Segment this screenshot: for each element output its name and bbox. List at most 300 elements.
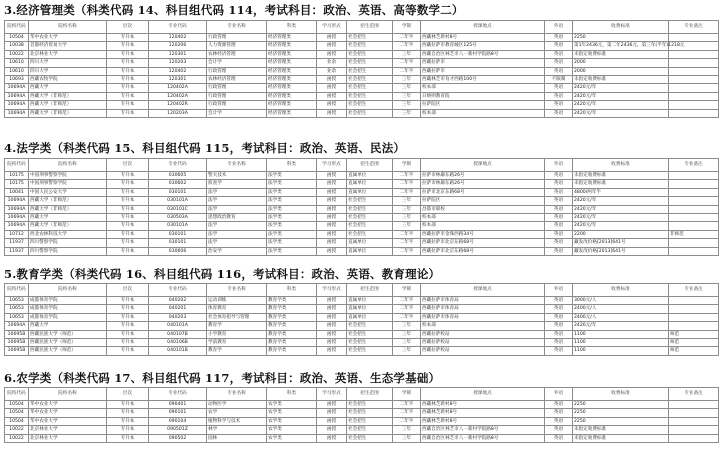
table-cell: 030101 [149,239,207,247]
table-cell: 专升本 [107,338,149,346]
table-cell: 华中农业大学 [29,417,107,425]
table-cell: 专升本 [107,247,149,255]
table-cell: 函授 [317,180,347,188]
table-cell [669,247,719,255]
column-header: 层次 [107,284,149,297]
table-cell [669,426,719,434]
table-cell: 2420元/年 [573,109,669,117]
table-cell: 专升本 [107,42,149,50]
table-row [5,417,719,425]
table-cell: 2000 [573,67,669,75]
table-cell: 经济管理类 [267,34,317,42]
table-cell: 英语 [545,297,573,305]
table-cell [669,180,719,188]
table-cell: 社会招生 [347,59,393,67]
table-cell: 090101 [149,409,207,417]
table-cell: 社会招生 [347,417,393,425]
table-cell: 成都体育学院 [29,305,107,313]
table-cell: 英语 [545,92,573,100]
table-row [5,101,719,109]
table-cell: 专升本 [107,59,149,67]
table-cell: 英语 [545,180,573,188]
table-cell: 三年 [393,92,421,100]
column-header: 收费标准 [573,388,669,401]
table-row [5,205,719,213]
table-cell [669,401,719,409]
table-cell: 藏发改价格[2013]641号 [573,239,669,247]
table-cell: 1100 [573,330,669,338]
table-cell: 函授 [317,239,347,247]
table-cell: 西藏拉萨市北京东路68号 [421,239,545,247]
table-cell: 函授 [317,347,347,355]
table-row [5,239,719,247]
column-header: 专业代码 [149,284,207,297]
table-cell: 函授 [317,197,347,205]
column-header: 院校名称 [29,21,107,34]
table-cell: 10041 [5,188,29,196]
table-cell: 专升本 [107,180,149,188]
table-cell: 警犬技术 [207,172,267,180]
table-cell: 师范 [669,338,719,346]
table-cell: 西藏林芝市育才西路100号 [421,75,545,83]
table-cell: 经济管理类 [267,84,317,92]
table-cell: 4800/两年半 [573,188,669,196]
table-cell: 函授 [317,42,347,50]
section-title-agriculture: 6.农学类（科类代码 17、科目组代码 117，考试科目：政治、英语、生态学基础） [4,371,441,385]
table-cell [669,205,719,213]
table-cell: 英语 [545,59,573,67]
table-cell: 校本部 [421,109,545,117]
column-header: 院校代码 [5,388,29,401]
table-cell: 三年 [393,205,421,213]
table-cell: 函授 [317,401,347,409]
table-cell: 直属单位 [347,188,393,196]
table-row [5,222,719,230]
table-cell [669,305,719,313]
table-row [5,247,719,255]
table-cell: 西藏大学（非师范） [29,109,107,117]
table-cell: 西藏大学（非师范） [29,92,107,100]
table-cell: 030602 [149,180,207,188]
table-cell: 法学类 [267,247,317,255]
table-cell: 西藏民族大学（师范） [29,330,107,338]
table-cell: 030101C [149,205,207,213]
column-header: 学制 [393,284,421,297]
table-cell: 120203A [149,109,207,117]
table-cell: 2200 [573,230,669,238]
column-header: 院校名称 [29,159,107,172]
table-cell: 120402 [149,34,207,42]
table-cell: 西藏大学（非师范） [29,197,107,205]
table-cell: 专升本 [107,297,149,305]
table-cell: 专升本 [107,92,149,100]
column-header: 收费标准 [573,21,669,34]
table-cell: 专升本 [107,230,149,238]
table-cell: 英语 [545,50,573,58]
table-cell [669,213,719,221]
table-cell: 三年 [393,50,421,58]
table-cell: 英语 [545,42,573,50]
column-header: 院校代码 [5,284,29,297]
table-cell: 120301 [149,75,207,83]
column-header: 外语 [545,284,573,297]
table-cell: 函授 [317,338,347,346]
table-cell: 英语 [545,426,573,434]
column-header: 专业备注 [669,159,719,172]
table-cell [669,67,719,75]
table-cell: 英语 [545,84,573,92]
table-cell: 2420元/年 [573,101,669,109]
table-cell: 专升本 [107,239,149,247]
column-header: 院校代码 [5,21,29,34]
table-cell: 社会招生 [347,213,393,221]
table-cell: 直属单位 [347,180,393,188]
table-cell: 二年半 [393,230,421,238]
table-cell: 专升本 [107,84,149,92]
table-cell: 华中农业大学 [29,34,107,42]
table-cell: 教育学类 [267,347,317,355]
table-cell: 社会招生 [347,401,393,409]
table-cell: 农学 [207,409,267,417]
table-cell [669,75,719,83]
table-cell: 不限制 [545,75,573,83]
table-header-row [5,284,719,297]
column-header: 院校代码 [5,159,29,172]
table-cell: 教育学类 [267,338,317,346]
table-cell: 藏发改价格[2013]641号 [573,247,669,255]
table-cell: 法学 [207,197,267,205]
table-cell: 2400元/人 [573,305,669,313]
table-cell: 二年半 [393,305,421,313]
table-cell: 园林 [207,434,267,442]
table-cell: 三年 [393,347,421,355]
table-cell: 英语 [545,434,573,442]
table-cell [669,188,719,196]
column-header: 层次 [107,159,149,172]
table-cell: 教育学类 [267,297,317,305]
table-cell: 10653 [5,297,29,305]
table-cell: 030101 [149,230,207,238]
table-cell: 函授 [317,84,347,92]
table-cell: 业余 [317,59,347,67]
table-cell: 行政管理 [207,101,267,109]
table-cell: 体育教育 [207,305,267,313]
table-cell: 西藏林芝新村8号 [421,417,545,425]
table-cell [669,84,719,92]
table-cell: 1100 [573,338,669,346]
table-cell [669,239,719,247]
table-cell: 040203 [149,313,207,321]
table-cell: 二年半 [393,59,421,67]
table-cell: 教育学类 [267,322,317,330]
column-header: 收费标准 [573,284,669,297]
table-cell: 二年半 [393,34,421,42]
table-cell [669,197,719,205]
table-cell: 拉萨院区 [421,197,545,205]
table-cell: 10175 [5,180,29,188]
column-header: 外语 [545,21,573,34]
table-cell: 函授 [317,409,347,417]
table-cell: 10504 [5,417,29,425]
table-cell: 西藏拉萨市北京东路68号 [421,247,545,255]
table-row [5,188,719,196]
table-cell: 函授 [317,230,347,238]
table-cell: 西藏拉萨市 [421,67,545,75]
table-cell: 拉萨市林廓东路26号 [421,172,545,180]
table-cell: 法学类 [267,222,317,230]
table-cell: 二年半 [393,239,421,247]
table-cell: 030606 [149,247,207,255]
table-cell: 函授 [317,205,347,213]
table-cell: 西藏拉萨市体育局 [421,313,545,321]
table-cell: 函授 [317,417,347,425]
table-cell: 专升本 [107,75,149,83]
table-cell: 中国刑事警察学院 [29,180,107,188]
table-cell: 10694A [5,222,29,230]
table-cell: 北京林业大学 [29,426,107,434]
table-education [4,283,719,356]
table-cell: 直属单位 [347,172,393,180]
table-cell: 社会招生 [347,42,393,50]
column-header: 招生范围 [347,388,393,401]
table-cell: 专升本 [107,305,149,313]
table-cell: 10694A [5,109,29,117]
table-cell: 030503A [149,213,207,221]
table-cell: 社会招生 [347,222,393,230]
table-cell: 三年 [393,330,421,338]
table-cell: 120402A [149,84,207,92]
table-cell: 经济管理类 [267,101,317,109]
table-cell: 三年 [393,222,421,230]
table-cell: 西藏林芝新村8号 [421,34,545,42]
table-cell: 英语 [545,347,573,355]
table-cell: 二年半 [393,67,421,75]
table-row [5,67,719,75]
table-cell: 10610 [5,59,29,67]
table-cell: 华中农业大学 [29,409,107,417]
table-cell: 专升本 [107,409,149,417]
table-cell: 西藏拉萨校站 [421,338,545,346]
table-cell: 直属单位 [347,239,393,247]
table-cell: 西藏自治区林芝市八一新村学院路8号 [421,50,545,58]
table-cell [669,50,719,58]
table-cell: 林学 [207,426,267,434]
column-header: 科类 [267,159,317,172]
table-cell: 英语 [545,34,573,42]
table-cell: 农学类 [267,434,317,442]
table-cell: 120402A [149,92,207,100]
table-cell: 专升本 [107,109,149,117]
table-cell: 10694A [5,101,29,109]
table-cell: 英语 [545,197,573,205]
table-cell: 030605 [149,172,207,180]
table-cell: 小学教育 [207,330,267,338]
table-cell [669,417,719,425]
table-cell: 专升本 [107,205,149,213]
table-cell: 社会招生 [347,347,393,355]
table-cell: 西藏拉萨校站 [421,347,545,355]
table-cell: 专升本 [107,401,149,409]
table-row [5,426,719,434]
column-header: 专业名称 [207,284,267,297]
table-cell: 120402 [149,67,207,75]
table-cell: 030101A [149,197,207,205]
table-cell: 社会招生 [347,322,393,330]
table-law [4,158,719,256]
table-cell: 10694A [5,213,29,221]
table-cell: 四川大学 [29,59,107,67]
table-cell: 三年 [393,197,421,205]
table-row [5,401,719,409]
table-cell: 社会招生 [347,101,393,109]
table-cell: 函授 [317,75,347,83]
column-header: 专业代码 [149,159,207,172]
table-cell: 2250 [573,409,669,417]
table-cell: 昌都市职校 [421,205,545,213]
column-header: 学制 [393,159,421,172]
table-cell: 三年 [393,338,421,346]
table-cell: 专升本 [107,322,149,330]
table-cell: 二年半 [393,188,421,196]
table-cell: 3000元/人 [573,297,669,305]
table-cell: 法学类 [267,172,317,180]
table-cell: 运动训练 [207,297,267,305]
table-cell: 植物科学与技术 [207,417,267,425]
table-header-row [5,159,719,172]
table-cell: 2250 [573,34,669,42]
table-cell: 120402R [149,101,207,109]
column-header: 专业名称 [207,159,267,172]
table-cell: 10695B [5,347,29,355]
table-cell: 行政管理 [207,92,267,100]
table-cell: 10694A [5,205,29,213]
table-cell: 中国刑事警察学院 [29,172,107,180]
table-cell [669,109,719,117]
table-economics [4,20,719,118]
table-cell: 行政管理 [207,84,267,92]
table-cell: 040101A [149,322,207,330]
table-cell: 2420元/年 [573,84,669,92]
table-cell: 法学类 [267,180,317,188]
table-row [5,347,719,355]
table-cell: 西藏拉萨市 [421,59,545,67]
table-cell: 二年半 [393,42,421,50]
table-header-row [5,388,719,401]
table-cell: 函授 [317,426,347,434]
table-cell: 专升本 [107,188,149,196]
table-cell [669,101,719,109]
table-cell: 专升本 [107,50,149,58]
table-cell: 师范 [669,330,719,338]
table-cell: 英语 [545,188,573,196]
table-cell: 社会招生 [347,205,393,213]
table-cell: 英语 [545,305,573,313]
table-cell: 法学类 [267,188,317,196]
table-row [5,172,719,180]
table-cell [669,172,719,180]
table-cell: 英语 [545,213,573,221]
table-cell: 会计学 [207,109,267,117]
table-cell: 三年 [393,84,421,92]
table-cell: 西藏林芝新村8号 [421,401,545,409]
table-cell [669,409,719,417]
table-cell: 英语 [545,322,573,330]
table-cell: 思想政治教育 [207,213,267,221]
table-cell: 2420元/年 [573,205,669,213]
table-cell: 社会招生 [347,75,393,83]
table-cell: 专升本 [107,313,149,321]
column-header: 院校名称 [29,284,107,297]
column-header: 层次 [107,21,149,34]
table-cell: 法学类 [267,213,317,221]
table-cell: 英语 [545,409,573,417]
table-cell: 专升本 [107,222,149,230]
table-cell: 法学 [207,222,267,230]
table-cell: 三年 [393,75,421,83]
table-cell: 二年半 [393,409,421,417]
table-cell: 教育学类 [267,330,317,338]
table-cell: 二年半 [393,313,421,321]
table-cell: 专升本 [107,101,149,109]
table-cell: 社会体育指导与管理 [207,313,267,321]
table-cell: 农林经济管理 [207,50,267,58]
table-cell: 函授 [317,92,347,100]
column-header: 专业代码 [149,388,207,401]
table-header-row [5,21,719,34]
table-cell: 成都体育学院 [29,313,107,321]
table-cell: 三年 [393,322,421,330]
table-cell: 社会招生 [347,338,393,346]
table-cell: 10038 [5,42,29,50]
table-cell: 非师范 [669,230,719,238]
table-cell: 英语 [545,338,573,346]
table-cell: 三年 [393,426,421,434]
table-cell: 社会招生 [347,330,393,338]
column-header: 外语 [545,159,573,172]
table-cell: 社会招生 [347,34,393,42]
table-cell: 法学类 [267,197,317,205]
column-header: 专业名称 [207,388,267,401]
table-cell: 西藏大学（非师范） [29,101,107,109]
table-cell: 北京林业大学 [29,434,107,442]
table-cell: 函授 [317,213,347,221]
table-cell [669,313,719,321]
column-header: 授课地点 [421,21,545,34]
column-header: 学习形式 [317,284,347,297]
column-header: 院校名称 [29,388,107,401]
table-cell: 英语 [545,417,573,425]
table-cell: 直属单位 [347,305,393,313]
table-cell: 专升本 [107,172,149,180]
table-cell: 英语 [545,313,573,321]
table-cell: 四川大学 [29,67,107,75]
table-cell: 二年半 [393,247,421,255]
table-cell: 拉萨院区 [421,101,545,109]
table-cell: 第1年2436元，第二年2436元，第三年(半年)1218元 [574,43,685,49]
table-cell: 社会招生 [347,230,393,238]
table-cell: 120203 [149,59,207,67]
column-header: 招生范围 [347,21,393,34]
table-cell: 西藏农牧学院 [29,75,107,83]
table-cell: 英语 [545,101,573,109]
table-cell: 教育学类 [267,305,317,313]
table-cell: 经济管理类 [267,50,317,58]
table-row [5,180,719,188]
table-cell: 西北农林科技大学 [29,230,107,238]
table-cell: 120301 [149,50,207,58]
table-cell: 法学 [207,205,267,213]
table-cell: 农学类 [267,409,317,417]
